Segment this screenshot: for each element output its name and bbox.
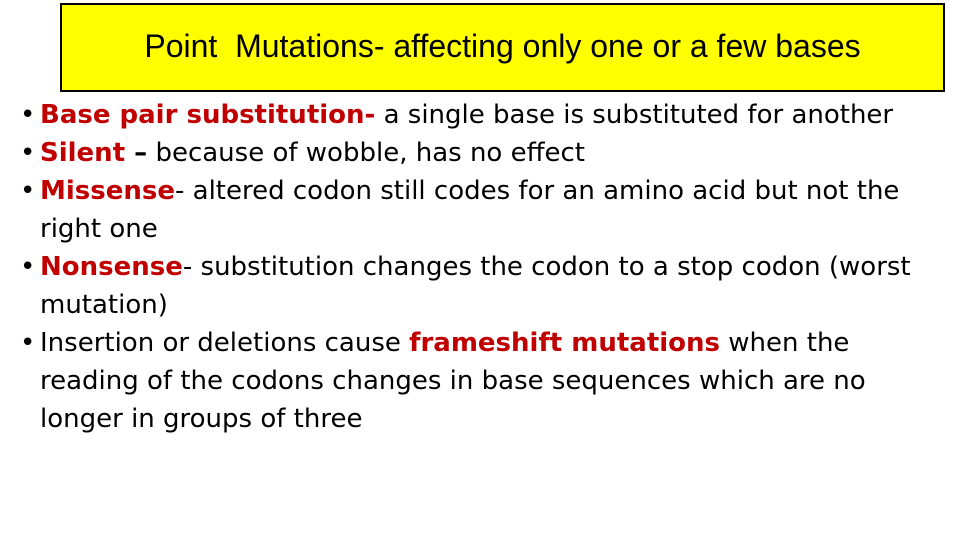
bullet-text: when the reading of the codons changes in base sequences which are no longer in groups of three [40,328,866,434]
bullet-dot: • [20,100,36,130]
bullet-dot: • [20,252,36,282]
bullet-text: a single base is substituted for another [375,100,894,130]
term-frameshift-mutations: frameshift mutations [409,328,721,358]
bullet-missense [20,172,945,248]
bullet-dash: – [125,138,148,168]
bullet-dot: • [20,176,36,206]
term-missense: Missense [40,176,175,206]
bullet-insertion-deletion [20,324,945,438]
bullet-text: - substitution changes the codon to a stop codon (worst mutation) [40,252,911,320]
term-base-pair-substitution: Base pair substitution- [40,100,376,130]
bullet-dot: • [20,138,36,168]
term-nonsense: Nonsense [40,252,183,282]
slide-title: Point Mutations- affecting only one or a few bases [144,28,861,64]
bullet-text: because of wobble, has no effect [147,138,585,168]
bullet-text: - altered codon still codes for an amino acid but not the right one [40,176,900,244]
bullet-text-pre: Insertion or deletions cause [40,328,410,358]
title-box [60,3,945,92]
bullet-list [20,96,945,438]
bullet-nonsense [20,248,945,324]
bullet-silent [20,134,945,172]
bullet-base-pair-substitution [20,96,945,134]
bullet-dot: • [20,328,36,358]
term-silent: Silent [40,138,126,168]
